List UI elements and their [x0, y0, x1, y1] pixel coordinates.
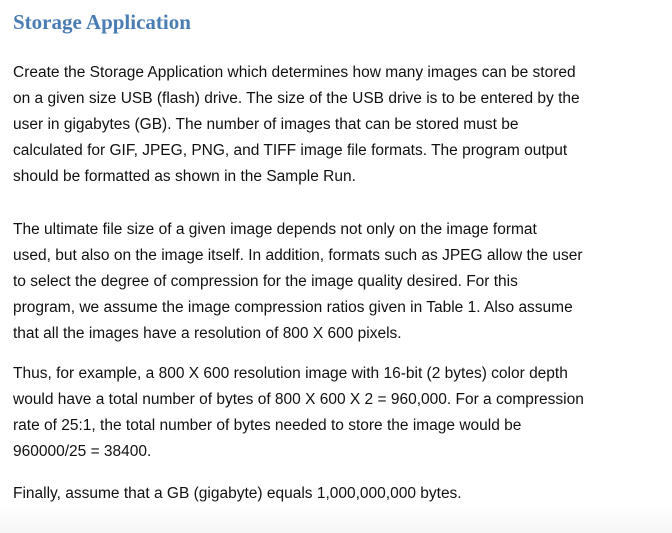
paragraph-line: used, but also on the image itself. In addition, formats such as JPEG allow the user	[13, 247, 583, 264]
paragraph-line: would have a total number of bytes of 800 X 600 X 2 = 960,000. For a compression	[13, 391, 584, 408]
paragraph-line: Thus, for example, a 800 X 600 resolution image with 16-bit (2 bytes) color depth	[13, 365, 568, 382]
paragraph-line: to select the degree of compression for the image quality desired. For this	[13, 273, 518, 290]
paragraph-line: rate of 25:1, the total number of bytes needed to store the image would be	[13, 417, 522, 434]
paragraph-line: calculated for GIF, JPEG, PNG, and TIFF image file formats. The program output	[13, 142, 568, 159]
paragraph-example	[13, 361, 584, 465]
paragraph-line: user in gigabytes (GB). The number of images that can be stored must be	[13, 116, 519, 133]
paragraph-line: Create the Storage Application which determines how many images can be stored	[13, 64, 576, 81]
page-title: Storage Application	[13, 10, 191, 34]
paragraph-gigabyte-note	[13, 481, 462, 507]
paragraph-line: Finally, assume that a GB (gigabyte) equals 1,000,000,000 bytes.	[13, 485, 462, 502]
paragraph-line: 960000/25 = 38400.	[13, 443, 152, 460]
paragraph-file-size	[13, 217, 583, 347]
paragraph-introduction	[13, 60, 580, 190]
paragraph-line: should be formatted as shown in the Sample Run.	[13, 168, 356, 185]
paragraph-line: The ultimate file size of a given image depends not only on the image format	[13, 221, 537, 238]
paragraph-line: that all the images have a resolution of 800 X 600 pixels.	[13, 325, 402, 342]
paragraph-line: program, we assume the image compression ratios given in Table 1. Also assume	[13, 299, 573, 316]
paragraph-line: on a given size USB (flash) drive. The size of the USB drive is to be entered by the	[13, 90, 580, 107]
